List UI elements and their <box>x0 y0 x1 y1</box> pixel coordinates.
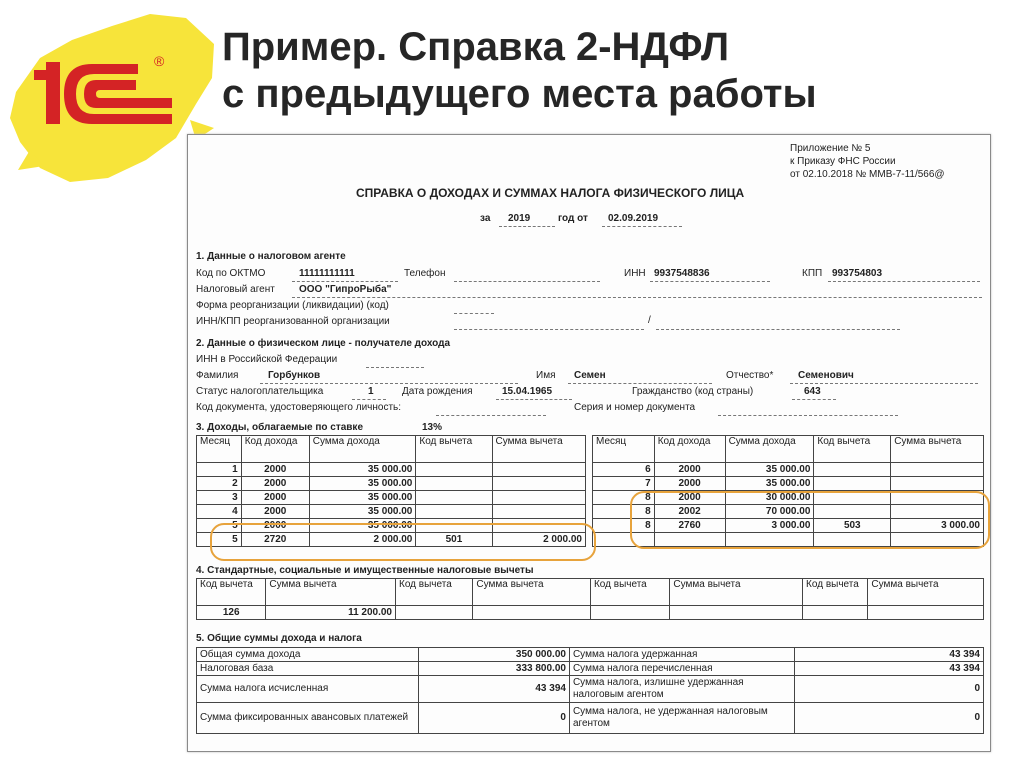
table-header-row <box>197 579 984 606</box>
table-cell: 11 200.00 <box>266 606 396 620</box>
total-value: 43 394 <box>795 662 984 676</box>
birth-value: 15.04.1965 <box>502 386 553 397</box>
header-cell: Месяц <box>197 436 242 463</box>
table-row <box>197 703 984 734</box>
surname-label: Фамилия <box>196 370 239 381</box>
table-cell: 30 000.00 <box>725 491 814 505</box>
table-cell <box>492 463 585 477</box>
table-cell: 2000 <box>654 463 725 477</box>
table-cell: 8 <box>593 519 655 533</box>
header-cell: Код вычета <box>396 579 473 606</box>
header-cell: Код вычета <box>590 579 669 606</box>
table-cell <box>868 606 984 620</box>
table-cell: 6 <box>593 463 655 477</box>
header-cell: Месяц <box>593 436 655 463</box>
table-row <box>197 606 984 620</box>
table-cell <box>814 477 891 491</box>
header-cell: Сумма дохода <box>725 436 814 463</box>
appendix-line: от 02.10.2018 № ММВ-7-11/566@ <box>790 169 945 180</box>
appendix-line: Приложение № 5 <box>790 143 871 154</box>
total-value: 0 <box>418 703 569 734</box>
header-cell: Код вычета <box>803 579 868 606</box>
registered-mark: ® <box>154 53 165 69</box>
status-value: 1 <box>368 386 374 397</box>
title-line-2: с предыдущего места работы <box>222 72 817 116</box>
agent-inn-value: 9937548836 <box>654 268 710 279</box>
header-cell: Код вычета <box>814 436 891 463</box>
header-cell: Сумма вычета <box>492 436 585 463</box>
header-cell: Сумма вычета <box>868 579 984 606</box>
table-cell <box>416 477 492 491</box>
total-value: 43 394 <box>418 676 569 703</box>
agent-label: Налоговый агент <box>196 284 275 295</box>
phone-label: Телефон <box>404 268 446 279</box>
table-cell: 126 <box>197 606 266 620</box>
table-cell <box>891 477 984 491</box>
table-cell: 3 000.00 <box>725 519 814 533</box>
table-header-row <box>593 436 984 463</box>
god-ot-label: год от <box>558 213 588 224</box>
citizenship-value: 643 <box>804 386 821 397</box>
table-cell: 5 <box>197 533 242 547</box>
reorg-slash: / <box>648 315 651 326</box>
table-row <box>593 477 984 491</box>
table-cell <box>590 606 669 620</box>
table-row <box>197 648 984 662</box>
appendix-line: к Приказу ФНС России <box>790 156 896 167</box>
header-cell: Код дохода <box>654 436 725 463</box>
status-label: Статус налогоплательщика <box>196 386 324 397</box>
name-label: Имя <box>536 370 556 381</box>
table-cell: 2000 <box>241 519 309 533</box>
header-cell: Сумма дохода <box>309 436 416 463</box>
total-label: Сумма фиксированных авансовых платежей <box>197 703 419 734</box>
total-value: 333 800.00 <box>418 662 569 676</box>
table-cell: 35 000.00 <box>309 477 416 491</box>
date-value: 02.09.2019 <box>608 213 659 224</box>
document-heading: СПРАВКА О ДОХОДАХ И СУММАХ НАЛОГА ФИЗИЧЕСКОГО ЛИЦА <box>356 186 745 200</box>
table-cell: 8 <box>593 505 655 519</box>
table-cell <box>416 505 492 519</box>
table-cell: 503 <box>814 519 891 533</box>
table-cell <box>416 491 492 505</box>
table-cell: 35 000.00 <box>309 463 416 477</box>
table-cell: 2002 <box>654 505 725 519</box>
table-row <box>197 477 586 491</box>
table-cell: 2000 <box>241 477 309 491</box>
table-cell: 501 <box>416 533 492 547</box>
header-cell: Сумма вычета <box>670 579 803 606</box>
highlight-oval-right <box>630 491 990 549</box>
agent-inn-label: ИНН <box>624 268 646 279</box>
surname-value: Горбунков <box>268 370 321 381</box>
doc-code-label: Код документа, удостоверяющего личность: <box>196 402 402 413</box>
agent-value: ООО "ГипроРыба" <box>299 284 392 295</box>
table-header-row <box>197 436 586 463</box>
table-cell <box>670 606 803 620</box>
table-cell: 2000 <box>241 463 309 477</box>
total-label: Налоговая база <box>197 662 419 676</box>
kpp-label: КПП <box>802 268 823 279</box>
table-cell <box>492 505 585 519</box>
table-cell: 1 <box>197 463 242 477</box>
totals-table <box>196 647 984 734</box>
kpp-value: 993754803 <box>832 268 883 279</box>
table-cell <box>492 491 585 505</box>
section-2-title: 2. Данные о физическом лице - получателе дохода <box>196 338 451 349</box>
table-cell: 2000 <box>241 491 309 505</box>
table-cell: 5 <box>197 519 242 533</box>
table-row <box>197 676 984 703</box>
table-cell: 7 <box>593 477 655 491</box>
table-cell <box>814 463 891 477</box>
table-cell: 70 000.00 <box>725 505 814 519</box>
section-5-title: 5. Общие суммы дохода и налога <box>196 633 362 644</box>
tax-rate: 13% <box>422 422 443 433</box>
table-cell <box>473 606 591 620</box>
total-value: 0 <box>795 676 984 703</box>
oktmo-value: 11111111111 <box>299 268 355 279</box>
doc-series-label: Серия и номер документа <box>574 402 696 413</box>
reorg-inn-label: ИНН/КПП реорганизованной организации <box>196 316 390 327</box>
title-line-1: Пример. Справка 2-НДФЛ <box>222 25 730 69</box>
table-cell: 2000 <box>654 491 725 505</box>
table-cell <box>492 477 585 491</box>
table-cell <box>416 463 492 477</box>
total-label: Сумма налога перечисленная <box>569 662 794 676</box>
total-label: Общая сумма дохода <box>197 648 419 662</box>
header-cell: Сумма вычета <box>266 579 396 606</box>
header-cell: Сумма вычета <box>473 579 591 606</box>
table-cell: 3 <box>197 491 242 505</box>
table-cell: 2 000.00 <box>492 533 585 547</box>
table-row <box>197 505 586 519</box>
total-value: 43 394 <box>795 648 984 662</box>
birth-label: Дата рождения <box>402 386 473 397</box>
table-cell: 2 <box>197 477 242 491</box>
citizenship-label: Гражданство (код страны) <box>632 386 754 397</box>
patronymic-label: Отчество* <box>726 370 774 381</box>
slide-title <box>222 24 817 118</box>
table-cell: 35 000.00 <box>309 519 416 533</box>
oktmo-label: Код по ОКТМО <box>196 268 266 279</box>
total-label: Сумма налога, не удержанная налоговым агентом <box>569 703 794 734</box>
total-value: 350 000.00 <box>418 648 569 662</box>
header-cell: Код вычета <box>416 436 492 463</box>
section-1-title: 1. Данные о налоговом агенте <box>196 251 346 262</box>
reorg-form-label: Форма реорганизации (ликвидации) (код) <box>196 300 389 311</box>
ndfl-document <box>187 134 991 752</box>
table-cell: 8 <box>593 491 655 505</box>
header-cell: Код вычета <box>197 579 266 606</box>
total-label: Сумма налога удержанная <box>569 648 794 662</box>
table-row <box>593 463 984 477</box>
table-cell: 2 000.00 <box>309 533 416 547</box>
year-value: 2019 <box>508 213 531 224</box>
table-cell: 35 000.00 <box>309 505 416 519</box>
za-label: за <box>480 213 491 224</box>
deductions-table <box>196 578 984 620</box>
table-cell: 2760 <box>654 519 725 533</box>
name-value: Семен <box>574 370 606 381</box>
table-cell: 35 000.00 <box>725 463 814 477</box>
table-row <box>197 463 586 477</box>
total-value: 0 <box>795 703 984 734</box>
section-4-title: 4. Стандартные, социальные и имущественные налоговые вычеты <box>196 565 534 576</box>
table-row <box>197 662 984 676</box>
section-3-title: 3. Доходы, облагаемые по ставке <box>196 422 364 433</box>
table-cell: 2000 <box>241 505 309 519</box>
table-cell: 2720 <box>241 533 309 547</box>
table-cell: 2000 <box>654 477 725 491</box>
total-label: Сумма налога, излишне удержанная налоговым агентом <box>569 676 794 703</box>
table-cell: 35 000.00 <box>725 477 814 491</box>
table-cell <box>803 606 868 620</box>
table-cell: 3 000.00 <box>891 519 984 533</box>
table-cell: 35 000.00 <box>309 491 416 505</box>
total-label: Сумма налога исчисленная <box>197 676 419 703</box>
table-cell: 4 <box>197 505 242 519</box>
header-cell: Сумма вычета <box>891 436 984 463</box>
table-cell <box>396 606 473 620</box>
header-cell: Код дохода <box>241 436 309 463</box>
table-cell <box>891 463 984 477</box>
appendix-note <box>790 142 945 181</box>
table-row <box>197 491 586 505</box>
patronymic-value: Семенович <box>798 370 854 381</box>
inn-rf-label: ИНН в Российской Федерации <box>196 354 338 365</box>
highlight-oval-left <box>210 523 596 561</box>
